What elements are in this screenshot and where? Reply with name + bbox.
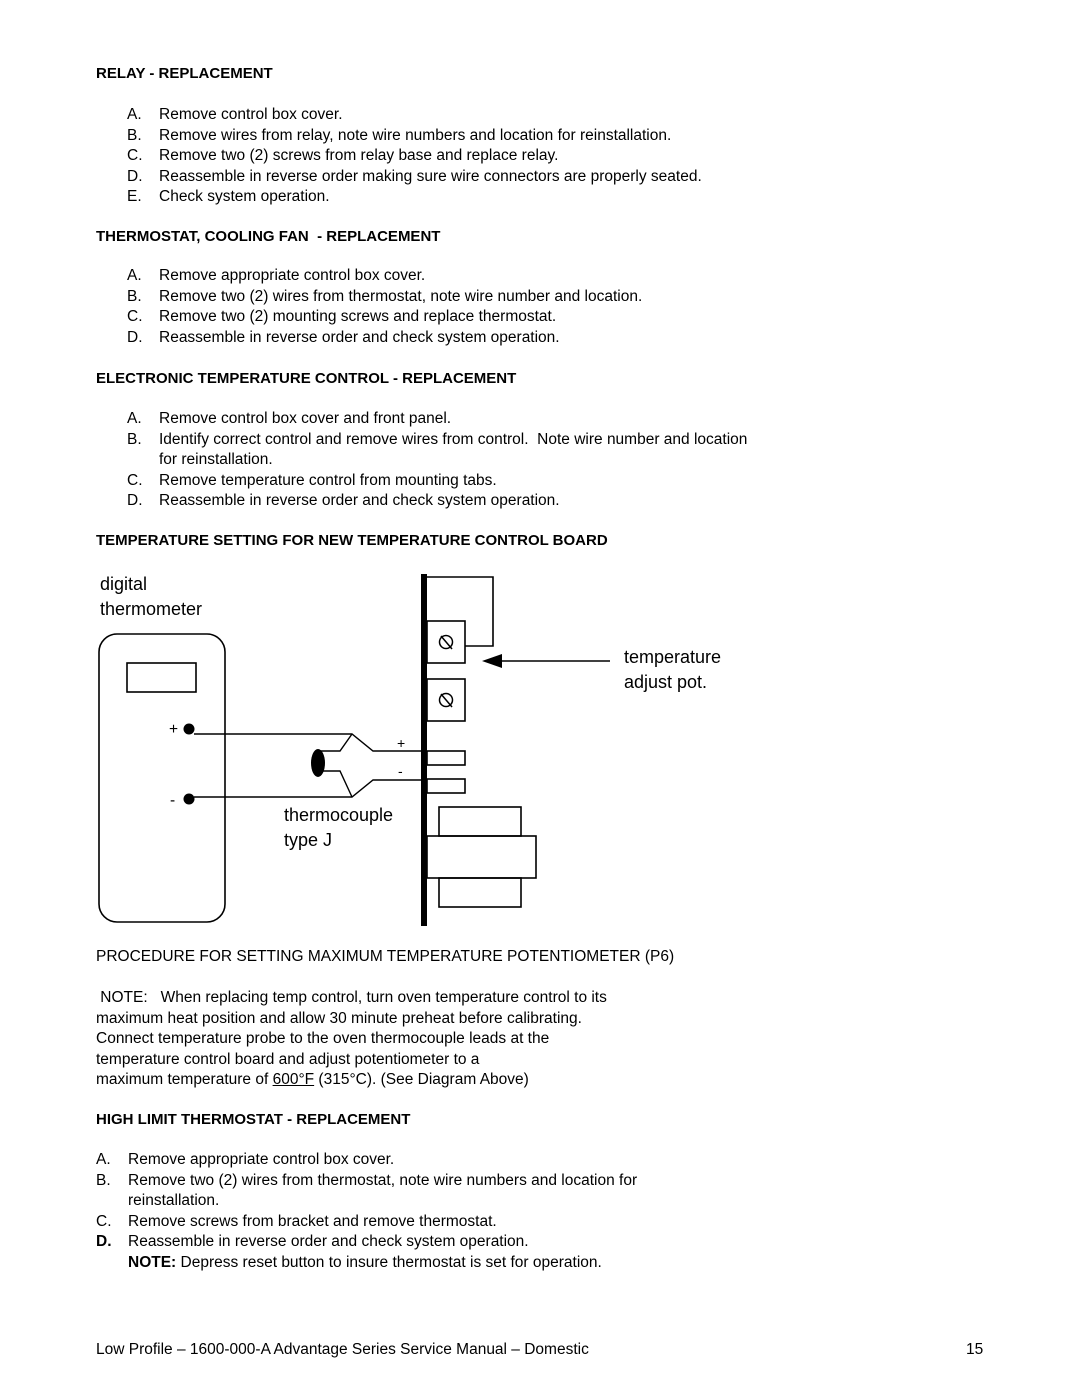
probe-minus-lead [318,771,352,797]
terminal-minus-tab [427,779,465,793]
procedure-note-line: maximum heat position and allow 30 minute preheat before calibrating. [96,1009,582,1027]
procedure-note [96,988,796,1092]
thermometer-plus-sign: + [169,721,179,738]
thermocouple-label-line1: thermocouple [284,805,394,825]
digital-thermometer-label-line1: digital [100,574,148,594]
section-heading-thermostat-cooling-fan: THERMOSTAT, COOLING FAN - REPLACEMENT [96,228,441,245]
thermometer-minus-sign: - [170,792,176,809]
pot-bracket [427,577,493,646]
probe-plus-lead [318,734,352,751]
board-minus-sign: - [398,763,403,779]
high-limit-steps: A. Remove appropriate control box cover. B. Remove two (2) wires from thermostat, note wire numbers and location for reinstallation. C. Remove screws from bracket and remove thermostat. D. Reassemble in reverse order and check system operation. NOTE: Depress reset button to insure thermostat is set for operation. [96,1151,638,1271]
plus-wire [194,734,422,751]
page-number: 15 [966,1341,984,1358]
board-component-top [439,807,521,836]
thermostat-steps: A. Remove appropriate control box cover. B. Remove two (2) wires from thermostat, note wire number and location. C. Remove two (2) mounting screws and replace thermostat. D. Reassemble in reverse order and check system operation. [127,267,643,346]
minus-wire [194,780,422,797]
thermocouple-probe [311,749,325,777]
procedure-note-line: maximum temperature of 600°F (315°C). (See Diagram Above) [96,1071,529,1089]
section-heading-temperature-setting: TEMPERATURE SETTING FOR NEW TEMPERATURE CONTROL BOARD [96,532,608,549]
max-temperature-value: 600°F [272,1071,315,1089]
terminal-plus-tab [427,751,465,765]
board-component-middle [427,836,536,878]
procedure-note-line: temperature control board and adjust potentiometer to a [96,1050,480,1068]
thermocouple-label-line2: type J [284,830,333,850]
pointer-arrowhead [482,654,502,668]
procedure-note-line: NOTE: When replacing temp control, turn oven temperature control to its [96,989,607,1006]
electronic-control-steps: A. Remove control box cover and front panel. B. Identify correct control and remove wires from control. Note wire number and location for reinstallation. C. Remove temperature control from mounting tabs. D. Reassemble in reverse order and check system operation. [127,410,748,510]
procedure-note-line: Connect temperature probe to the oven thermocouple leads at the [96,1030,550,1048]
thermometer-body [99,634,225,922]
thermometer-plus-terminal [184,724,195,735]
temperature-adjust-pot-label-line1: temperature [624,647,722,667]
control-board-edge [421,574,427,926]
temperature-adjust-pot-label-line2: adjust pot. [624,672,708,692]
digital-thermometer-label-line2: thermometer [100,599,203,619]
section-heading-electronic-temp-control: ELECTRONIC TEMPERATURE CONTROL - REPLACEMENT [96,370,517,387]
wiring-diagram [0,560,1080,940]
relay-steps: A. Remove control box cover. B. Remove wires from relay, note wire numbers and location for reinstallation. C. Remove two (2) screws from relay base and replace relay. D. Reassemble in reverse order making sure wire connectors are properly seated. E. Check system operation. [127,106,702,206]
board-plus-sign: + [397,735,406,751]
footer-title: Low Profile – 1600-000-A Advantage Series Service Manual – Domestic [96,1341,589,1358]
procedure-title: PROCEDURE FOR SETTING MAXIMUM TEMPERATURE POTENTIOMETER (P6) [96,948,675,965]
thermometer-display [127,663,196,692]
thermometer-minus-terminal [184,794,195,805]
board-component-bottom [439,878,521,907]
section-heading-relay: RELAY - REPLACEMENT [96,65,273,82]
section-heading-high-limit-thermostat: HIGH LIMIT THERMOSTAT - REPLACEMENT [96,1111,411,1128]
